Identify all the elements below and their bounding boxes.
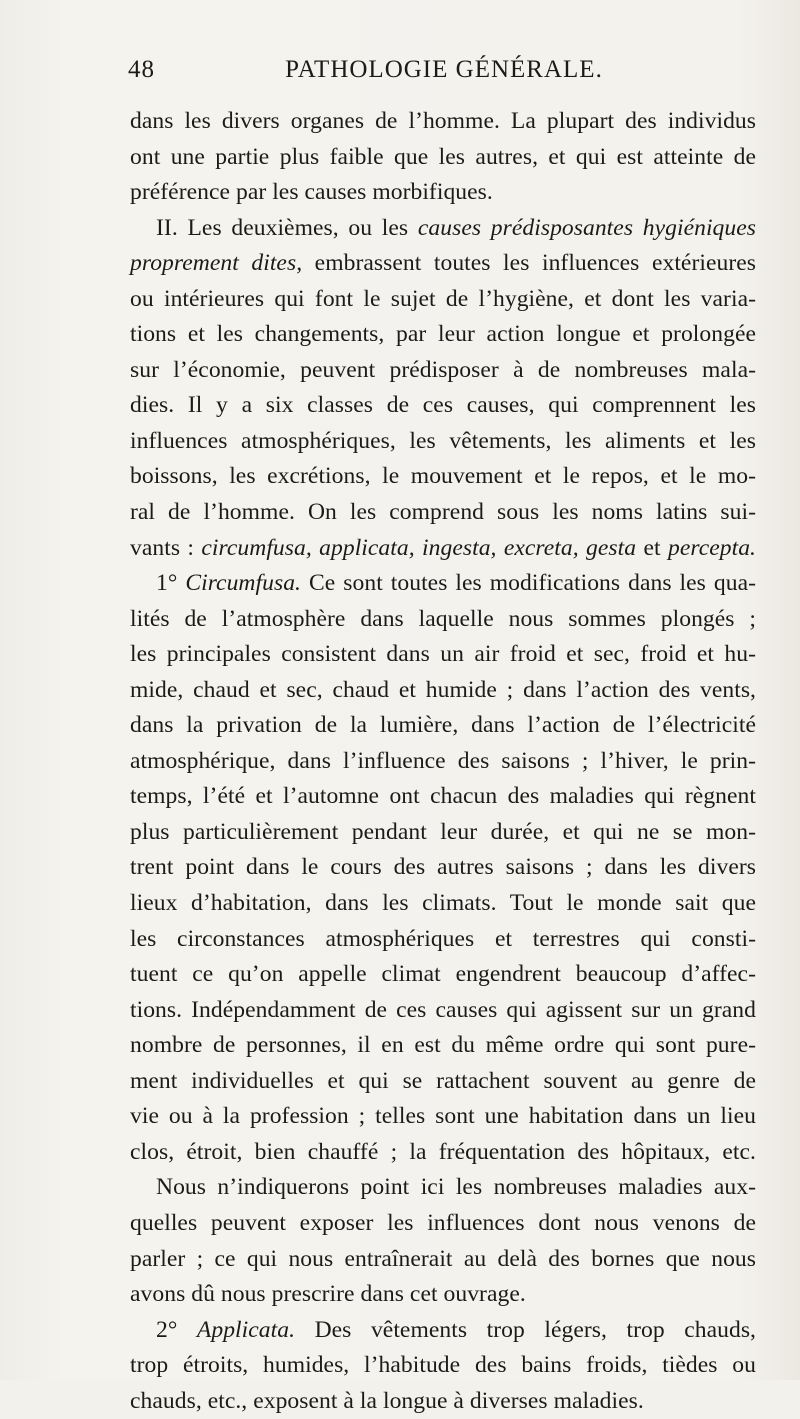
text-line bbox=[130, 566, 756, 602]
text-run: trent point dans le cours des autres saisons ; dans les divers bbox=[130, 854, 756, 881]
page-number: 48 bbox=[128, 56, 155, 83]
text-line bbox=[130, 1135, 756, 1171]
text-run: vants : bbox=[130, 534, 202, 561]
text-line bbox=[130, 104, 756, 140]
text-line bbox=[130, 1206, 756, 1242]
text-line bbox=[130, 246, 756, 282]
italic-text: percepta. bbox=[667, 534, 756, 561]
text-line bbox=[130, 531, 756, 567]
text-run: temps, l’été et l’automne ont chacun des maladies qui règnent bbox=[130, 783, 756, 810]
text-line bbox=[130, 708, 756, 744]
text-run: ral de l’homme. On les comprend sous les noms latins sui- bbox=[130, 499, 756, 526]
text-run: lieux d’habitation, dans les climats. Tout le monde sait que bbox=[130, 890, 756, 917]
text-line bbox=[130, 922, 756, 958]
text-line bbox=[130, 175, 756, 211]
text-line bbox=[130, 993, 756, 1029]
text-run: clos, étroit, bien chauffé ; la fréquentation des hôpitaux, etc. bbox=[130, 1138, 756, 1165]
text-line bbox=[130, 211, 756, 247]
text-line bbox=[130, 282, 756, 318]
text-line bbox=[130, 637, 756, 673]
text-line bbox=[130, 459, 756, 495]
text-run: atmosphérique, dans l’influence des saisons ; l’hiver, le prin- bbox=[130, 747, 756, 774]
text-line bbox=[130, 317, 756, 353]
text-line bbox=[130, 1242, 756, 1278]
text-run: 1° bbox=[156, 570, 186, 597]
text-line bbox=[130, 1170, 756, 1206]
text-line bbox=[130, 1277, 756, 1313]
text-run: lités de l’atmosphère dans laquelle nous sommes plongés ; bbox=[130, 605, 756, 632]
italic-text: Applicata. bbox=[196, 1316, 296, 1343]
text-run: chauds, etc., exposent à la longue à diverses maladies. bbox=[130, 1387, 644, 1414]
italic-text: circumfusa, applicata, ingesta, excreta, gesta bbox=[201, 534, 637, 561]
text-line bbox=[130, 1099, 756, 1135]
italic-text: Circumfusa. bbox=[185, 570, 301, 597]
text-run: et bbox=[636, 534, 668, 561]
text-run: dies. Il y a six classes de ces causes, qui comprennent les bbox=[130, 392, 756, 419]
text-run: Nous n’indiquerons point ici les nombreuses maladies aux- bbox=[156, 1174, 756, 1201]
text-run: 2° bbox=[156, 1316, 197, 1343]
text-line bbox=[130, 424, 756, 460]
text-run: embrassent toutes les influences extérieures bbox=[302, 250, 756, 277]
running-head bbox=[128, 56, 760, 92]
italic-text: causes prédisposantes hygiéniques bbox=[417, 214, 756, 241]
text-run: ment individuelles et qui se rattachent souvent au genre de bbox=[130, 1067, 756, 1094]
text-run: trop étroits, humides, l’habitude des bains froids, tièdes ou bbox=[130, 1352, 756, 1379]
text-line bbox=[130, 1348, 756, 1384]
text-run: Des vêtements trop légers, trop chauds, bbox=[295, 1316, 757, 1343]
text-run: tions et les changements, par leur action longue et prolongée bbox=[130, 321, 756, 348]
text-line bbox=[130, 495, 756, 531]
text-line bbox=[130, 1028, 756, 1064]
text-run: préférence par les causes morbifiques. bbox=[130, 179, 493, 206]
text-run: vie ou à la profession ; telles sont une habitation dans un lieu bbox=[130, 1103, 756, 1130]
text-line bbox=[130, 815, 756, 851]
text-line bbox=[130, 744, 756, 780]
text-line bbox=[130, 140, 756, 176]
body-text bbox=[130, 104, 756, 1419]
text-run: II. Les deuxièmes, ou les bbox=[156, 214, 418, 241]
text-run: Ce sont toutes les modifications dans les qua- bbox=[301, 570, 757, 597]
text-run: ont une partie plus faible que les autres, et qui est atteinte de bbox=[130, 143, 756, 170]
text-run: les principales consistent dans un air froid et sec, froid et hu- bbox=[130, 641, 756, 668]
text-line bbox=[130, 388, 756, 424]
text-line bbox=[130, 602, 756, 638]
text-line bbox=[130, 850, 756, 886]
running-title: PATHOLOGIE GÉNÉRALE. bbox=[285, 56, 603, 83]
text-line bbox=[130, 1064, 756, 1100]
text-line bbox=[130, 673, 756, 709]
text-run: mide, chaud et sec, chaud et humide ; dans l’action des vents, bbox=[130, 676, 756, 703]
text-run: ou intérieures qui font le sujet de l’hygiène, et dont les varia- bbox=[130, 285, 756, 312]
text-run: influences atmosphériques, les vêtements, les aliments et les bbox=[130, 427, 756, 454]
text-run: nombre de personnes, il en est du même ordre qui sont pure- bbox=[130, 1032, 756, 1059]
text-line bbox=[130, 1384, 756, 1419]
text-run: parler ; ce qui nous entraînerait au delà des bornes que nous bbox=[130, 1245, 756, 1272]
text-line bbox=[130, 353, 756, 389]
text-run: avons dû nous prescrire dans cet ouvrage. bbox=[130, 1281, 526, 1308]
text-run: tuent ce qu’on appelle climat engendrent beaucoup d’affec- bbox=[130, 961, 756, 988]
text-run: plus particulièrement pendant leur durée, et qui ne se mon- bbox=[130, 818, 756, 845]
text-line bbox=[130, 1313, 756, 1349]
text-line bbox=[130, 779, 756, 815]
text-run: boissons, les excrétions, le mouvement et le repos, et le mo- bbox=[130, 463, 756, 490]
text-run: quelles peuvent exposer les influences dont nous venons de bbox=[130, 1209, 756, 1236]
text-run: dans les divers organes de l’homme. La plupart des individus bbox=[130, 108, 756, 134]
text-line bbox=[130, 957, 756, 993]
text-run: sur l’économie, peuvent prédisposer à de nombreuses mala- bbox=[130, 356, 756, 383]
text-run: tions. Indépendamment de ces causes qui agissent sur un grand bbox=[130, 996, 756, 1023]
text-line bbox=[130, 886, 756, 922]
italic-text: proprement dites, bbox=[130, 250, 303, 277]
text-run: dans la privation de la lumière, dans l’action de l’électricité bbox=[130, 712, 756, 739]
text-run: les circonstances atmosphériques et terrestres qui consti- bbox=[130, 925, 756, 952]
